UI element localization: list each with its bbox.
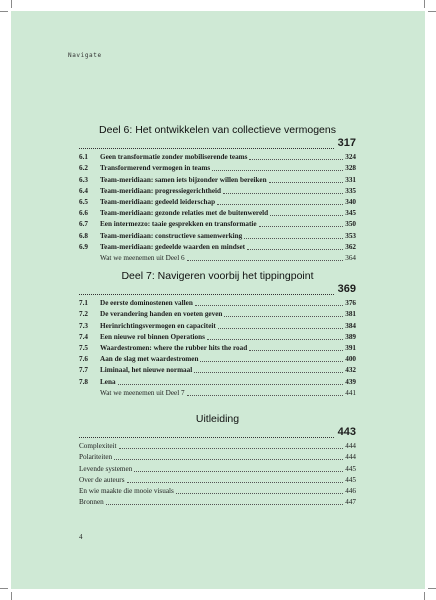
toc-entry-page: 447 — [345, 498, 356, 507]
dot-leader — [118, 383, 344, 385]
toc-entry-list — [79, 151, 356, 263]
toc-entry-number: 6.2 — [79, 164, 88, 173]
toc-entry — [79, 451, 356, 462]
toc-entry-page: 432 — [345, 366, 356, 375]
toc-entry — [79, 462, 356, 473]
section-page-line — [79, 426, 356, 438]
toc-entry-title: Een nieuwe rol binnen Operations — [100, 332, 205, 341]
dot-leader — [249, 349, 343, 351]
crop-mark-bottom-right — [424, 592, 425, 600]
toc-entry-number: 6.9 — [79, 242, 88, 251]
toc-entry-page: 384 — [345, 321, 356, 330]
toc-entry — [79, 229, 356, 240]
toc-entry-number: 7.2 — [79, 310, 88, 319]
toc-entry-page: 446 — [345, 486, 356, 495]
section-title: Deel 6: Het ontwikkelen van collectieve vermogens — [99, 124, 336, 136]
toc-entry-list — [79, 440, 356, 507]
toc-entry-page: 350 — [345, 220, 356, 229]
toc-entry-number: 7.6 — [79, 355, 88, 364]
toc-section-deel-6 — [79, 124, 356, 263]
toc-entry-title: Wat we meenemen uit Deel 7 — [100, 388, 185, 397]
toc-entry-title: Waardestromen: where the rubber hits the road — [100, 343, 248, 352]
toc-entry-number: 6.3 — [79, 175, 88, 184]
toc-entry-title: Over de auteurs — [79, 475, 125, 484]
toc-entry-title: Team-meridiaan: gedeelde waarden en mindset — [100, 242, 246, 251]
toc-entry-title: Transformerend vermogen in teams — [100, 164, 211, 173]
dot-leader — [200, 360, 343, 362]
toc-entry-page: 364 — [345, 253, 356, 262]
toc-entry — [79, 151, 356, 162]
toc-entry — [79, 496, 356, 507]
toc-entry — [79, 375, 356, 386]
toc-entry-page: 445 — [345, 464, 356, 473]
toc-entry-title: Team-meridiaan: samen iets bijzonder willen bereiken — [100, 175, 267, 184]
toc-entry-title: Levende systemen — [79, 464, 133, 473]
toc-entry-page: 331 — [345, 175, 356, 184]
toc-entry-page: 400 — [345, 355, 356, 364]
toc-entry-list — [79, 297, 356, 398]
dot-leader — [119, 447, 344, 449]
toc-entry — [79, 162, 356, 173]
toc-entry-title: Team-meridiaan: gedeeld leiderschap — [100, 197, 216, 206]
page-number: 4 — [79, 533, 83, 541]
toc-entry-title: Complexiteit — [79, 442, 117, 451]
dot-leader — [195, 304, 343, 306]
toc-entry-number: 7.7 — [79, 366, 88, 375]
dot-leader — [217, 203, 343, 205]
dot-leader — [207, 338, 343, 340]
dot-leader — [249, 158, 343, 160]
toc-section-uitleiding — [79, 413, 356, 507]
dot-leader — [134, 470, 343, 472]
toc-entry-title: De eerste dominostenen vallen — [100, 299, 193, 308]
toc-entry — [79, 364, 356, 375]
crop-mark-top-left — [11, 0, 12, 8]
toc-entry-title: Lena — [100, 377, 116, 386]
section-page-line — [79, 137, 356, 149]
toc-entry — [79, 207, 356, 218]
dot-leader — [187, 394, 344, 396]
toc-entry-page: 345 — [345, 209, 356, 218]
toc-entry-page: 353 — [345, 231, 356, 240]
dot-leader — [114, 458, 343, 460]
toc-entry — [79, 173, 356, 184]
dot-leader — [244, 237, 343, 239]
dot-leader — [269, 181, 344, 183]
toc-entry — [79, 331, 356, 342]
crop-mark-top-right — [424, 0, 425, 8]
toc-entry — [79, 319, 356, 330]
toc-entry-title: Team-meridiaan: gezonde relaties met de buitenwereld — [100, 209, 269, 218]
toc-entry-page: 389 — [345, 332, 356, 341]
toc-entry — [79, 342, 356, 353]
dot-leader — [270, 214, 343, 216]
dot-leader — [106, 503, 343, 505]
toc-entry-number: 7.4 — [79, 332, 88, 341]
toc-entry-title: Geen transformatie zonder mobiliserende teams — [100, 153, 248, 162]
section-title: Uitleiding — [195, 413, 240, 425]
toc-entry — [79, 241, 356, 252]
crop-mark-bottom-right-h — [428, 588, 436, 589]
toc-entry-page: 340 — [345, 197, 356, 206]
toc-entry-title: Liminaal, het nieuwe normaal — [100, 366, 193, 375]
section-page-line — [79, 283, 356, 295]
toc-entry-number: 6.1 — [79, 153, 88, 162]
toc-entry — [79, 485, 356, 496]
dot-leader — [194, 371, 343, 373]
dot-leader — [247, 248, 343, 250]
toc-entry-page: 441 — [345, 388, 356, 397]
section-page-number: 369 — [337, 283, 356, 295]
toc-entry-page: 444 — [345, 442, 356, 451]
dot-leader — [79, 288, 334, 295]
dot-leader — [224, 315, 343, 317]
dot-leader — [176, 492, 343, 494]
toc-entry-number: 6.8 — [79, 231, 88, 240]
toc-entry — [79, 196, 356, 207]
toc-section-deel-7 — [79, 270, 356, 398]
toc-entry-title: Aan de slag met waardestromen — [100, 355, 199, 364]
toc-entry-page: 445 — [345, 475, 356, 484]
toc-entry-page: 362 — [345, 242, 356, 251]
dot-leader — [223, 192, 343, 194]
toc-entry — [79, 297, 356, 308]
section-title: Deel 7: Navigeren voorbij het tippingpoint — [121, 270, 314, 282]
toc-entry-page: 328 — [345, 164, 356, 173]
toc-entry — [79, 252, 356, 263]
toc-entry-number: 7.8 — [79, 377, 88, 386]
crop-mark-bottom-left-h — [0, 588, 8, 589]
toc-entry-title: Een intermezzo: taaie gesprekken en transformatie — [100, 220, 257, 229]
toc-entry-title: En wie maakte die mooie visuals — [79, 486, 174, 495]
crop-mark-top-left-h — [0, 11, 8, 12]
toc-entry — [79, 474, 356, 485]
toc-entry-title: Team-meridiaan: constructieve samenwerking — [100, 231, 243, 240]
section-page-number: 443 — [337, 426, 356, 438]
toc-entry-page: 381 — [345, 310, 356, 319]
toc-entry-title: Polariteiten — [79, 453, 113, 462]
toc-entry-title: De verandering handen en voeten geven — [100, 310, 223, 319]
toc-entry-number: 6.7 — [79, 220, 88, 229]
toc-entry-page: 444 — [345, 453, 356, 462]
toc-entry-title: Team-meridiaan: progressiegerichtheid — [100, 186, 222, 195]
toc-entry-title: Bronnen — [79, 498, 104, 507]
toc-entry-number: 7.5 — [79, 343, 88, 352]
toc-entry — [79, 185, 356, 196]
toc-entry-page: 324 — [345, 153, 356, 162]
dot-leader — [127, 481, 344, 483]
toc-entry-page: 376 — [345, 299, 356, 308]
toc-entry-page: 439 — [345, 377, 356, 386]
dot-leader — [79, 142, 334, 149]
toc-entry — [79, 440, 356, 451]
dot-leader — [259, 225, 344, 227]
dot-leader — [212, 169, 343, 171]
toc-entry — [79, 353, 356, 364]
crop-mark-bottom-left — [11, 592, 12, 600]
dot-leader — [79, 431, 334, 438]
running-header: Navigate — [68, 52, 102, 59]
toc-entry — [79, 218, 356, 229]
toc-entry-title: Wat we meenemen uit Deel 6 — [100, 253, 185, 262]
toc-entry-number: 6.5 — [79, 197, 88, 206]
toc-entry-number: 7.1 — [79, 299, 88, 308]
toc-entry-number: 6.6 — [79, 209, 88, 218]
toc-entry — [79, 387, 356, 398]
toc-entry-page: 391 — [345, 343, 356, 352]
section-page-number: 317 — [337, 137, 356, 149]
dot-leader — [218, 327, 343, 329]
toc-entry — [79, 308, 356, 319]
toc-entry-title: Herinrichtingsvermogen en capaciteit — [100, 321, 216, 330]
toc-entry-page: 335 — [345, 186, 356, 195]
crop-mark-top-right-h — [428, 11, 436, 12]
toc-entry-number: 6.4 — [79, 186, 88, 195]
dot-leader — [187, 259, 344, 261]
toc-entry-number: 7.3 — [79, 321, 88, 330]
